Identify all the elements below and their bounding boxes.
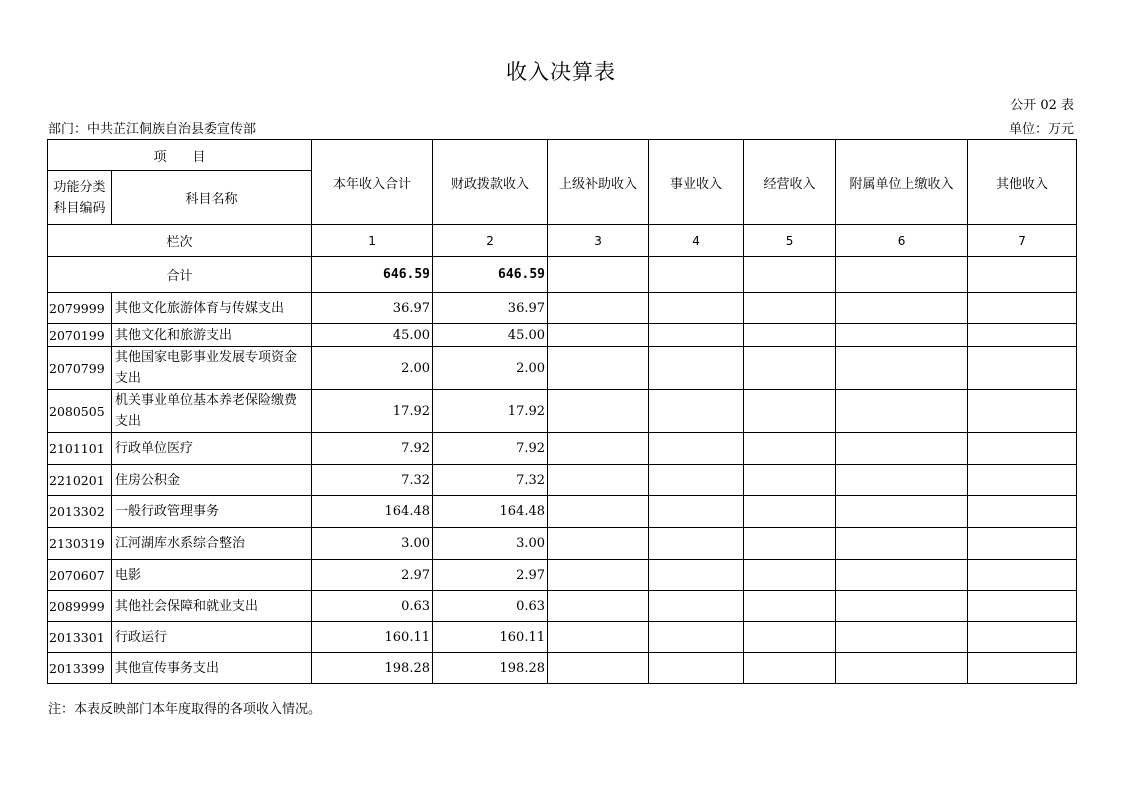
page-title: 收入决算表 <box>506 60 616 84</box>
empty-cell <box>968 390 1077 433</box>
row-fiscal-income: 3.00 <box>433 528 548 560</box>
empty-cell <box>968 591 1077 622</box>
row-subject-name: 其他社会保障和就业支出 <box>112 591 312 622</box>
empty-cell <box>836 257 968 293</box>
row-subject-name: 江河湖库水系综合整治 <box>112 528 312 560</box>
empty-cell <box>548 622 649 653</box>
row-code: 2013399 <box>48 653 112 684</box>
table-row <box>48 293 1077 324</box>
department-label: 部门：中共芷江侗族自治县委宣传部 <box>48 122 257 137</box>
empty-cell <box>836 528 968 560</box>
row-total-income: 17.92 <box>312 390 433 433</box>
table-row <box>48 390 1077 433</box>
empty-cell <box>548 347 649 390</box>
empty-cell <box>836 591 968 622</box>
empty-cell <box>744 622 836 653</box>
total-fiscal-value: 646.59 <box>433 257 548 293</box>
row-total-income: 3.00 <box>312 528 433 560</box>
header-col-business: 事业收入 <box>649 140 744 225</box>
footnote: 注：本表反映部门本年度取得的各项收入情况。 <box>48 702 322 717</box>
header-item: 项 目 <box>48 140 312 171</box>
empty-cell <box>744 528 836 560</box>
header-col-affiliate: 附属单位上缴收入 <box>836 140 968 225</box>
row-code: 2101101 <box>48 433 112 465</box>
empty-cell <box>548 324 649 347</box>
empty-cell <box>744 465 836 496</box>
empty-cell <box>649 560 744 591</box>
empty-cell <box>548 653 649 684</box>
header-col-operation: 经营收入 <box>744 140 836 225</box>
row-code: 2080505 <box>48 390 112 433</box>
empty-cell <box>968 433 1077 465</box>
lanci-number: 7 <box>968 225 1077 257</box>
lanci-number: 5 <box>744 225 836 257</box>
empty-cell <box>744 560 836 591</box>
empty-cell <box>649 324 744 347</box>
empty-cell <box>968 560 1077 591</box>
table-code: 公开 02 表 <box>1010 98 1074 113</box>
table-row <box>48 347 1077 390</box>
row-total-income: 160.11 <box>312 622 433 653</box>
empty-cell <box>649 257 744 293</box>
table-row <box>48 560 1077 591</box>
table-row <box>48 324 1077 347</box>
row-subject-name: 一般行政管理事务 <box>112 496 312 528</box>
row-fiscal-income: 7.92 <box>433 433 548 465</box>
empty-cell <box>836 324 968 347</box>
empty-cell <box>649 528 744 560</box>
empty-cell <box>649 390 744 433</box>
unit-label: 单位：万元 <box>1008 122 1074 137</box>
empty-cell <box>744 390 836 433</box>
empty-cell <box>649 347 744 390</box>
row-code: 2013301 <box>48 622 112 653</box>
row-total-income: 36.97 <box>312 293 433 324</box>
table-row <box>48 653 1077 684</box>
empty-cell <box>836 390 968 433</box>
row-subject-name: 住房公积金 <box>112 465 312 496</box>
empty-cell <box>649 653 744 684</box>
row-total-income: 0.63 <box>312 591 433 622</box>
row-total-income: 2.97 <box>312 560 433 591</box>
lanci-number: 6 <box>836 225 968 257</box>
empty-cell <box>836 293 968 324</box>
row-fiscal-income: 164.48 <box>433 496 548 528</box>
empty-cell <box>968 324 1077 347</box>
empty-cell <box>649 293 744 324</box>
row-fiscal-income: 7.32 <box>433 465 548 496</box>
empty-cell <box>548 257 649 293</box>
lanci-number: 1 <box>312 225 433 257</box>
empty-cell <box>968 257 1077 293</box>
lanci-number: 2 <box>433 225 548 257</box>
empty-cell <box>744 653 836 684</box>
row-total-income: 7.92 <box>312 433 433 465</box>
row-code: 2070199 <box>48 324 112 347</box>
empty-cell <box>968 622 1077 653</box>
row-total-income: 164.48 <box>312 496 433 528</box>
empty-cell <box>968 465 1077 496</box>
empty-cell <box>548 433 649 465</box>
row-fiscal-income: 198.28 <box>433 653 548 684</box>
empty-cell <box>548 591 649 622</box>
row-fiscal-income: 17.92 <box>433 390 548 433</box>
empty-cell <box>649 496 744 528</box>
empty-cell <box>649 433 744 465</box>
header-col-superior: 上级补助收入 <box>548 140 649 225</box>
row-fiscal-income: 45.00 <box>433 324 548 347</box>
empty-cell <box>836 622 968 653</box>
lanci-number: 3 <box>548 225 649 257</box>
empty-cell <box>836 433 968 465</box>
empty-cell <box>548 465 649 496</box>
header-col-fiscal: 财政拨款收入 <box>433 140 548 225</box>
header-col-other: 其他收入 <box>968 140 1077 225</box>
empty-cell <box>836 496 968 528</box>
empty-cell <box>744 293 836 324</box>
lanci-number: 4 <box>649 225 744 257</box>
row-code: 2070607 <box>48 560 112 591</box>
table-row <box>48 591 1077 622</box>
empty-cell <box>968 653 1077 684</box>
row-code: 2089999 <box>48 591 112 622</box>
table-row <box>48 528 1077 560</box>
empty-cell <box>649 622 744 653</box>
empty-cell <box>968 528 1077 560</box>
row-total-income: 7.32 <box>312 465 433 496</box>
header-col-total: 本年收入合计 <box>312 140 433 225</box>
row-total-income: 2.00 <box>312 347 433 390</box>
row-code: 2070799 <box>48 347 112 390</box>
row-code: 2079999 <box>48 293 112 324</box>
row-subject-name: 机关事业单位基本养老保险缴费支出 <box>112 390 312 433</box>
header-func-code: 功能分类科目编码 <box>48 171 112 225</box>
row-total-income: 198.28 <box>312 653 433 684</box>
empty-cell <box>548 560 649 591</box>
table-row <box>48 622 1077 653</box>
empty-cell <box>548 293 649 324</box>
header-subject-name: 科目名称 <box>112 171 312 225</box>
table-row <box>48 496 1077 528</box>
empty-cell <box>968 347 1077 390</box>
empty-cell <box>744 591 836 622</box>
row-fiscal-income: 0.63 <box>433 591 548 622</box>
income-table <box>47 139 1077 684</box>
empty-cell <box>744 433 836 465</box>
empty-cell <box>836 465 968 496</box>
empty-cell <box>836 653 968 684</box>
row-fiscal-income: 2.00 <box>433 347 548 390</box>
total-label: 合计 <box>48 257 312 293</box>
row-total-income: 45.00 <box>312 324 433 347</box>
empty-cell <box>836 560 968 591</box>
empty-cell <box>649 465 744 496</box>
row-code: 2210201 <box>48 465 112 496</box>
empty-cell <box>548 390 649 433</box>
row-fiscal-income: 36.97 <box>433 293 548 324</box>
empty-cell <box>744 257 836 293</box>
empty-cell <box>744 347 836 390</box>
row-code: 2130319 <box>48 528 112 560</box>
empty-cell <box>836 347 968 390</box>
total-income-value: 646.59 <box>312 257 433 293</box>
empty-cell <box>548 528 649 560</box>
row-subject-name: 行政运行 <box>112 622 312 653</box>
empty-cell <box>649 591 744 622</box>
empty-cell <box>968 293 1077 324</box>
row-subject-name: 其他宣传事务支出 <box>112 653 312 684</box>
row-subject-name: 其他文化旅游体育与传媒支出 <box>112 293 312 324</box>
row-subject-name: 其他国家电影事业发展专项资金支出 <box>112 347 312 390</box>
lanci-label: 栏次 <box>48 225 312 257</box>
empty-cell <box>548 496 649 528</box>
empty-cell <box>744 496 836 528</box>
table-row <box>48 465 1077 496</box>
row-fiscal-income: 2.97 <box>433 560 548 591</box>
table-row <box>48 433 1077 465</box>
row-code: 2013302 <box>48 496 112 528</box>
row-fiscal-income: 160.11 <box>433 622 548 653</box>
row-subject-name: 电影 <box>112 560 312 591</box>
empty-cell <box>744 324 836 347</box>
row-subject-name: 行政单位医疗 <box>112 433 312 465</box>
row-subject-name: 其他文化和旅游支出 <box>112 324 312 347</box>
empty-cell <box>968 496 1077 528</box>
